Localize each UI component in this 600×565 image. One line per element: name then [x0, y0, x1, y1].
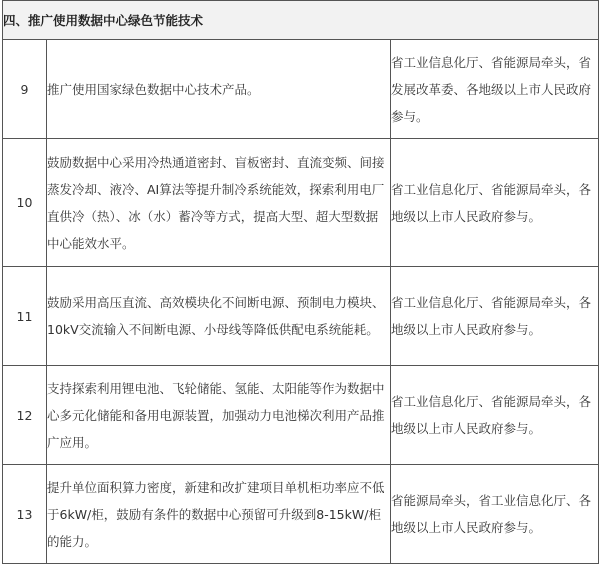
task-content: 鼓励采用高压直流、高效模块化不间断电源、预制电力模块、10kV交流输入不间断电源、小母线等降低供配电系统能耗。: [47, 267, 391, 366]
responsible-departments: 省工业信息化厅、省能源局牵头，各地级以上市人民政府参与。: [391, 267, 599, 366]
table-row: [3, 40, 599, 139]
policy-table: [2, 0, 599, 564]
table-row: [3, 267, 599, 366]
table-row: [3, 465, 599, 564]
responsible-departments: 省工业信息化厅、省能源局牵头，各地级以上市人民政府参与。: [391, 366, 599, 465]
row-number: 11: [3, 267, 47, 366]
task-content: 支持探索利用锂电池、飞轮储能、氢能、太阳能等作为数据中心多元化储能和备用电源装置，加强动力电池梯次利用产品推广应用。: [47, 366, 391, 465]
table-row: [3, 366, 599, 465]
row-number: 9: [3, 40, 47, 139]
responsible-departments: 省能源局牵头，省工业信息化厅、各地级以上市人民政府参与。: [391, 465, 599, 564]
section-title: 四、推广使用数据中心绿色节能技术: [3, 1, 599, 40]
task-content: 推广使用国家绿色数据中心技术产品。: [47, 40, 391, 139]
responsible-departments: 省工业信息化厅、省能源局牵头，各地级以上市人民政府参与。: [391, 139, 599, 267]
task-content: 提升单位面积算力密度，新建和改扩建项目单机柜功率应不低于6kW/柜，鼓励有条件的数据中心预留可升级到8-15kW/柜的能力。: [47, 465, 391, 564]
responsible-departments: 省工业信息化厅、省能源局牵头，省发展改革委、各地级以上市人民政府参与。: [391, 40, 599, 139]
task-content: 鼓励数据中心采用冷热通道密封、盲板密封、直流变频、间接蒸发冷却、液冷、AI算法等提升制冷系统能效，探索利用电厂直供冷（热）、冰（水）蓄冷等方式，提高大型、超大型数据中心能效水平。: [47, 139, 391, 267]
row-number: 12: [3, 366, 47, 465]
table-row: [3, 139, 599, 267]
row-number: 10: [3, 139, 47, 267]
section-header-row: [3, 1, 599, 40]
row-number: 13: [3, 465, 47, 564]
